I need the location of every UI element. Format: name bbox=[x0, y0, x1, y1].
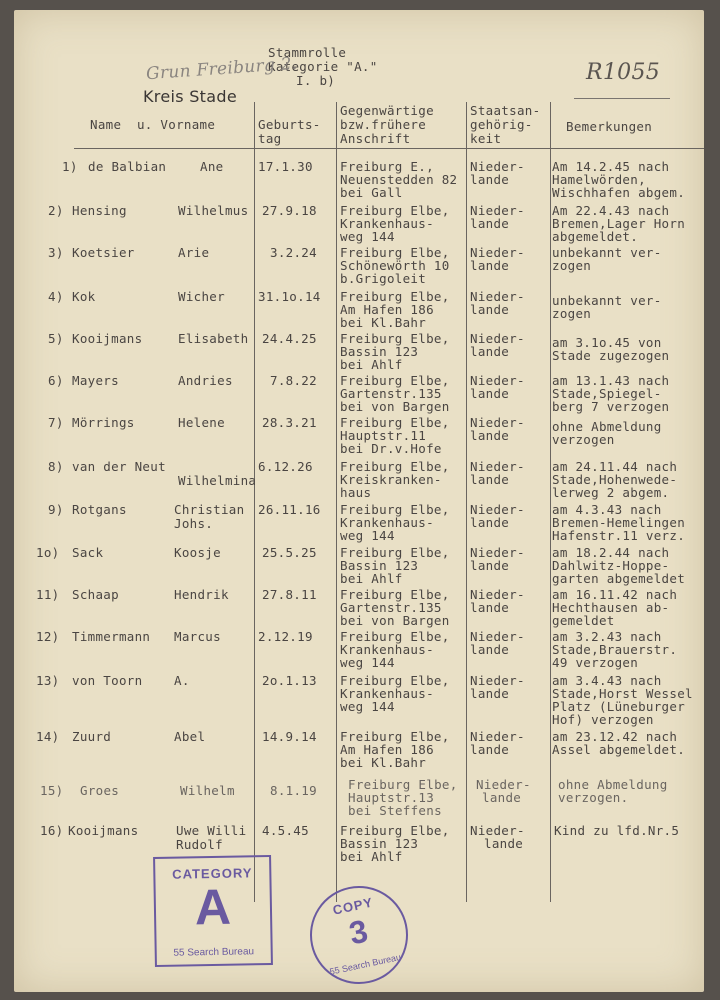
entry-address-line: Krankenhaus- bbox=[340, 216, 434, 231]
column-header-name: Name u. Vorname bbox=[90, 117, 216, 132]
entry-address-line: Gartenstr.135 bbox=[340, 600, 442, 615]
entry-remark-line: verzogen bbox=[552, 432, 615, 447]
entry-address-line: Freiburg Elbe, bbox=[340, 729, 450, 744]
entry-birth-date: 7.8.22 bbox=[270, 373, 317, 388]
entry-address-line: bei Steffens bbox=[348, 803, 442, 818]
entry-address-line: Freiburg Elbe, bbox=[340, 203, 450, 218]
entry-given-name: Wilhelmina bbox=[178, 473, 257, 488]
column-divider-2 bbox=[336, 102, 337, 902]
entry-address-line: Freiburg E., bbox=[340, 159, 434, 174]
entry-address-line: Freiburg Elbe, bbox=[340, 289, 450, 304]
column-header-nationality-2: gehörig- bbox=[470, 117, 533, 132]
entry-nationality: Nieder- bbox=[470, 629, 525, 644]
entry-surname: Rotgans bbox=[72, 502, 127, 517]
entry-remark-line: garten abgemeldet bbox=[552, 571, 686, 586]
entry-address-line: Freiburg Elbe, bbox=[340, 459, 450, 474]
entry-number: 12) bbox=[36, 629, 60, 644]
entry-given-name: Wicher bbox=[178, 289, 225, 304]
entry-surname: van der Neut bbox=[72, 459, 166, 474]
entry-birth-date: 14.9.14 bbox=[262, 729, 317, 744]
copy-stamp bbox=[301, 877, 417, 992]
entry-nationality: lande bbox=[470, 344, 510, 359]
entry-address-line: Krankenhaus- bbox=[340, 515, 434, 530]
entry-remark-line: Stade,Horst Wessel bbox=[552, 686, 693, 701]
entry-remark-line: Assel abgemeldet. bbox=[552, 742, 686, 757]
entry-number: 3) bbox=[48, 245, 64, 260]
entry-given-name: Koosje bbox=[174, 545, 221, 560]
entry-birth-date: 4.5.45 bbox=[262, 823, 309, 838]
entry-address-line: bei Kl.Bahr bbox=[340, 315, 427, 330]
entry-address-line: weg 144 bbox=[340, 229, 395, 244]
entry-remark-line: am 23.12.42 nach bbox=[552, 729, 678, 744]
entry-address-line: haus bbox=[340, 485, 372, 500]
entry-address-line: weg 144 bbox=[340, 699, 395, 714]
entry-nationality: Nieder- bbox=[470, 545, 525, 560]
pencil-note: Grun Freiburg 2. bbox=[145, 53, 299, 85]
entry-nationality: lande bbox=[482, 790, 522, 805]
entry-nationality: Nieder- bbox=[476, 777, 531, 792]
district-label: Kreis Stade bbox=[143, 87, 237, 106]
copy-stamp-title: COPY bbox=[331, 894, 375, 918]
column-header-remarks: Bemerkungen bbox=[566, 119, 653, 134]
entry-nationality: lande bbox=[470, 302, 510, 317]
entry-remark-line: 49 verzogen bbox=[552, 655, 639, 670]
entry-address-line: Hauptstr.11 bbox=[340, 428, 427, 443]
entry-remark-line: zogen bbox=[552, 258, 592, 273]
entry-given-name: Christian Johs. bbox=[174, 502, 245, 531]
entry-remark-line: am 16.11.42 nach bbox=[552, 587, 678, 602]
column-header-address-2: bzw.frühere bbox=[340, 117, 427, 132]
entry-nationality: lande bbox=[470, 472, 510, 487]
entry-nationality: lande bbox=[470, 428, 510, 443]
entry-address-line: Schönewörth 10 bbox=[340, 258, 450, 273]
entry-number: 15) bbox=[40, 783, 64, 798]
entry-nationality: Nieder- bbox=[470, 289, 525, 304]
entry-number: 2) bbox=[48, 203, 64, 218]
entry-address-line: Am Hafen 186 bbox=[340, 742, 434, 757]
entry-number: 14) bbox=[36, 729, 60, 744]
entry-remark-line: Am 22.4.43 nach bbox=[552, 203, 670, 218]
entry-nationality: Nieder- bbox=[470, 502, 525, 517]
entry-address-line: bei Gall bbox=[340, 185, 403, 200]
entry-remark-line: zogen bbox=[552, 306, 592, 321]
entry-birth-date: 17.1.30 bbox=[258, 159, 313, 174]
entry-number: 4) bbox=[48, 289, 64, 304]
entry-birth-date: 27.9.18 bbox=[262, 203, 317, 218]
entry-remark-line: verzogen. bbox=[558, 790, 629, 805]
entry-birth-date: 25.5.25 bbox=[262, 545, 317, 560]
entry-nationality: Nieder- bbox=[470, 823, 525, 838]
entry-address-line: Bassin 123 bbox=[340, 558, 419, 573]
entry-remark-line: Kind zu lfd.Nr.5 bbox=[554, 823, 680, 838]
column-divider-4 bbox=[550, 102, 551, 902]
entry-number: 8) bbox=[48, 459, 64, 474]
entry-address-line: Freiburg Elbe, bbox=[340, 245, 450, 260]
entry-address-line: Krankenhaus- bbox=[340, 686, 434, 701]
entry-address-line: weg 144 bbox=[340, 528, 395, 543]
entry-remark-line: Wischhafen abgem. bbox=[552, 185, 686, 200]
column-header-address: Gegenwärtige bbox=[340, 103, 434, 118]
entry-nationality: Nieder- bbox=[470, 159, 525, 174]
entry-nationality: Nieder- bbox=[470, 729, 525, 744]
entry-given-name: Uwe Willi Rudolf bbox=[176, 823, 247, 852]
entry-surname: Sack bbox=[72, 545, 104, 560]
entry-address-line: Freiburg Elbe, bbox=[340, 502, 450, 517]
entry-nationality: lande bbox=[470, 216, 510, 231]
entry-surname: Kok bbox=[72, 289, 96, 304]
entry-remark-line: Stade,Hohenwede- bbox=[552, 472, 678, 487]
entry-given-name: Marcus bbox=[174, 629, 221, 644]
entry-remark-line: gemeldet bbox=[552, 613, 615, 628]
entry-given-name: Helene bbox=[178, 415, 225, 430]
entry-address-line: weg 144 bbox=[340, 655, 395, 670]
entry-nationality: lande bbox=[470, 258, 510, 273]
entry-remark-line: lerweg 2 abgem. bbox=[552, 485, 670, 500]
entry-remark-line: Am 14.2.45 nach bbox=[552, 159, 670, 174]
entry-address-line: bei von Bargen bbox=[340, 399, 450, 414]
entry-birth-date: 2.12.19 bbox=[258, 629, 313, 644]
entry-nationality: Nieder- bbox=[470, 245, 525, 260]
entry-surname: Kooijmans bbox=[72, 331, 143, 346]
column-divider-1 bbox=[254, 102, 255, 902]
entry-number: 5) bbox=[48, 331, 64, 346]
entry-remark-line: berg 7 verzogen bbox=[552, 399, 670, 414]
title-subcategory: I. b) bbox=[296, 73, 336, 88]
entry-surname: Koetsier bbox=[72, 245, 135, 260]
column-header-birth: Geburts- bbox=[258, 117, 321, 132]
entry-address-line: Freiburg Elbe, bbox=[340, 673, 450, 688]
entry-number: 1o) bbox=[36, 545, 60, 560]
entry-given-name: A. bbox=[174, 673, 190, 688]
entry-remark-line: ohne Abmeldung bbox=[552, 419, 662, 434]
entry-remark-line: unbekannt ver- bbox=[552, 293, 662, 308]
entry-given-name: Abel bbox=[174, 729, 206, 744]
entry-number: 11) bbox=[36, 587, 60, 602]
entry-remark-line: Stade zugezogen bbox=[552, 348, 670, 363]
entry-nationality: lande bbox=[470, 515, 510, 530]
entry-remark-line: Platz (Lüneburger bbox=[552, 699, 686, 714]
entry-number: 9) bbox=[48, 502, 64, 517]
entry-surname: Kooijmans bbox=[68, 823, 139, 838]
entry-number: 7) bbox=[48, 415, 64, 430]
entry-surname: Zuurd bbox=[72, 729, 112, 744]
entry-remark-line: Stade,Brauerstr. bbox=[552, 642, 678, 657]
entry-birth-date: 3.2.24 bbox=[270, 245, 317, 260]
entry-remark-line: Dahlwitz-Hoppe- bbox=[552, 558, 670, 573]
entry-nationality: Nieder- bbox=[470, 203, 525, 218]
entry-address-line: Krankenhaus- bbox=[340, 642, 434, 657]
entry-address-line: Gartenstr.135 bbox=[340, 386, 442, 401]
entry-address-line: Freiburg Elbe, bbox=[340, 331, 450, 346]
title-kategorie: Kategorie "A." bbox=[268, 59, 378, 74]
entry-given-name: Andries bbox=[178, 373, 233, 388]
entry-birth-date: 24.4.25 bbox=[262, 331, 317, 346]
entry-nationality: lande bbox=[470, 172, 510, 187]
entry-nationality: lande bbox=[470, 642, 510, 657]
entry-birth-date: 28.3.21 bbox=[262, 415, 317, 430]
entry-surname: Groes bbox=[80, 783, 120, 798]
entry-surname: Timmermann bbox=[72, 629, 151, 644]
entry-remark-line: am 24.11.44 nach bbox=[552, 459, 678, 474]
entry-birth-date: 2o.1.13 bbox=[262, 673, 317, 688]
entry-remark-line: am 18.2.44 nach bbox=[552, 545, 670, 560]
entry-number: 13) bbox=[36, 673, 60, 688]
entry-nationality: lande bbox=[470, 558, 510, 573]
column-header-nationality-3: keit bbox=[470, 131, 502, 146]
entry-address-line: Freiburg Elbe, bbox=[340, 629, 450, 644]
entry-remark-line: am 13.1.43 nach bbox=[552, 373, 670, 388]
entry-nationality: Nieder- bbox=[470, 459, 525, 474]
entry-given-name: Hendrik bbox=[174, 587, 229, 602]
entry-surname: Hensing bbox=[72, 203, 127, 218]
entry-address-line: Freiburg Elbe, bbox=[340, 415, 450, 430]
entry-remark-line: am 3.2.43 nach bbox=[552, 629, 662, 644]
column-header-birth-2: tag bbox=[258, 131, 282, 146]
entry-address-line: bei Ahlf bbox=[340, 357, 403, 372]
entry-birth-date: 6.12.26 bbox=[258, 459, 313, 474]
entry-address-line: Hauptstr.13 bbox=[348, 790, 435, 805]
entry-nationality: Nieder- bbox=[470, 415, 525, 430]
entry-address-line: bei Ahlf bbox=[340, 571, 403, 586]
entry-address-line: Kreiskranken- bbox=[340, 472, 442, 487]
entry-remark-line: Hof) verzogen bbox=[552, 712, 654, 727]
entry-remark-line: Bremen,Lager Horn bbox=[552, 216, 686, 231]
entry-surname: Schaap bbox=[72, 587, 119, 602]
entry-nationality: lande bbox=[470, 686, 510, 701]
copy-stamp-number: 3 bbox=[345, 912, 371, 952]
column-header-nationality: Staatsan- bbox=[470, 103, 541, 118]
entry-nationality: lande bbox=[470, 386, 510, 401]
entry-given-name: Ane bbox=[200, 159, 224, 174]
column-divider-3 bbox=[466, 102, 467, 902]
entry-address-line: Neuenstedden 82 bbox=[340, 172, 458, 187]
entry-nationality: Nieder- bbox=[470, 673, 525, 688]
entry-number: 1) bbox=[62, 159, 78, 174]
category-stamp-letter: A bbox=[194, 878, 232, 936]
entry-address-line: Freiburg Elbe, bbox=[340, 587, 450, 602]
entry-remark-line: Hamelwörden, bbox=[552, 172, 646, 187]
category-stamp-title: CATEGORY bbox=[172, 865, 253, 882]
entry-address-line: bei Dr.v.Hofe bbox=[340, 441, 442, 456]
entry-remark-line: am 4.3.43 nach bbox=[552, 502, 662, 517]
entry-given-name: Arie bbox=[178, 245, 210, 260]
entry-surname: de Balbian bbox=[88, 159, 167, 174]
entry-surname: Mörrings bbox=[72, 415, 135, 430]
column-header-address-3: Anschrift bbox=[340, 131, 411, 146]
entry-surname: von Toorn bbox=[72, 673, 143, 688]
entry-address-line: Freiburg Elbe, bbox=[348, 777, 458, 792]
entry-address-line: Freiburg Elbe, bbox=[340, 373, 450, 388]
entry-nationality: Nieder- bbox=[470, 331, 525, 346]
entry-birth-date: 31.1o.14 bbox=[258, 289, 321, 304]
entry-nationality: Nieder- bbox=[470, 587, 525, 602]
entry-remark-line: unbekannt ver- bbox=[552, 245, 662, 260]
entry-remark-line: Hafenstr.11 verz. bbox=[552, 528, 686, 543]
entry-remark-line: Bremen-Hemelingen bbox=[552, 515, 686, 530]
entry-address-line: Bassin 123 bbox=[340, 344, 419, 359]
entry-address-line: Freiburg Elbe, bbox=[340, 823, 450, 838]
reference-number: R1055 bbox=[586, 60, 661, 85]
category-stamp bbox=[153, 855, 273, 967]
header-rule bbox=[74, 148, 704, 149]
entry-address-line: Am Hafen 186 bbox=[340, 302, 434, 317]
entry-number: 16) bbox=[40, 823, 64, 838]
entry-given-name: Wilhelmus bbox=[178, 203, 249, 218]
entry-given-name: Wilhelm bbox=[180, 783, 235, 798]
entry-nationality: lande bbox=[484, 836, 524, 851]
entry-address-line: bei Ahlf bbox=[340, 849, 403, 864]
entry-remark-line: am 3.1o.45 von bbox=[552, 335, 662, 350]
entry-nationality: Nieder- bbox=[470, 373, 525, 388]
entry-remark-line: am 3.4.43 nach bbox=[552, 673, 662, 688]
entry-remark-line: abgemeldet. bbox=[552, 229, 639, 244]
entry-address-line: bei Kl.Bahr bbox=[340, 755, 427, 770]
entry-address-line: b.Grigoleit bbox=[340, 271, 427, 286]
entry-surname: Mayers bbox=[72, 373, 119, 388]
entry-birth-date: 27.8.11 bbox=[262, 587, 317, 602]
document-page bbox=[14, 10, 704, 992]
entry-address-line: bei von Bargen bbox=[340, 613, 450, 628]
entry-number: 6) bbox=[48, 373, 64, 388]
reference-underline bbox=[574, 98, 670, 99]
entry-birth-date: 8.1.19 bbox=[270, 783, 317, 798]
entry-address-line: Freiburg Elbe, bbox=[340, 545, 450, 560]
copy-stamp-footer: 55 Search Bureau bbox=[328, 951, 402, 977]
title-stammrolle: Stammrolle bbox=[268, 45, 347, 60]
category-stamp-footer: 55 Search Bureau bbox=[173, 946, 255, 959]
entry-remark-line: Hechthausen ab- bbox=[552, 600, 670, 615]
entry-remark-line: Stade,Spiegel- bbox=[552, 386, 662, 401]
entry-nationality: lande bbox=[470, 600, 510, 615]
entry-address-line: Bassin 123 bbox=[340, 836, 419, 851]
entry-nationality: lande bbox=[470, 742, 510, 757]
entry-given-name: Elisabeth bbox=[178, 331, 249, 346]
entry-remark-line: ohne Abmeldung bbox=[558, 777, 668, 792]
entry-birth-date: 26.11.16 bbox=[258, 502, 321, 517]
